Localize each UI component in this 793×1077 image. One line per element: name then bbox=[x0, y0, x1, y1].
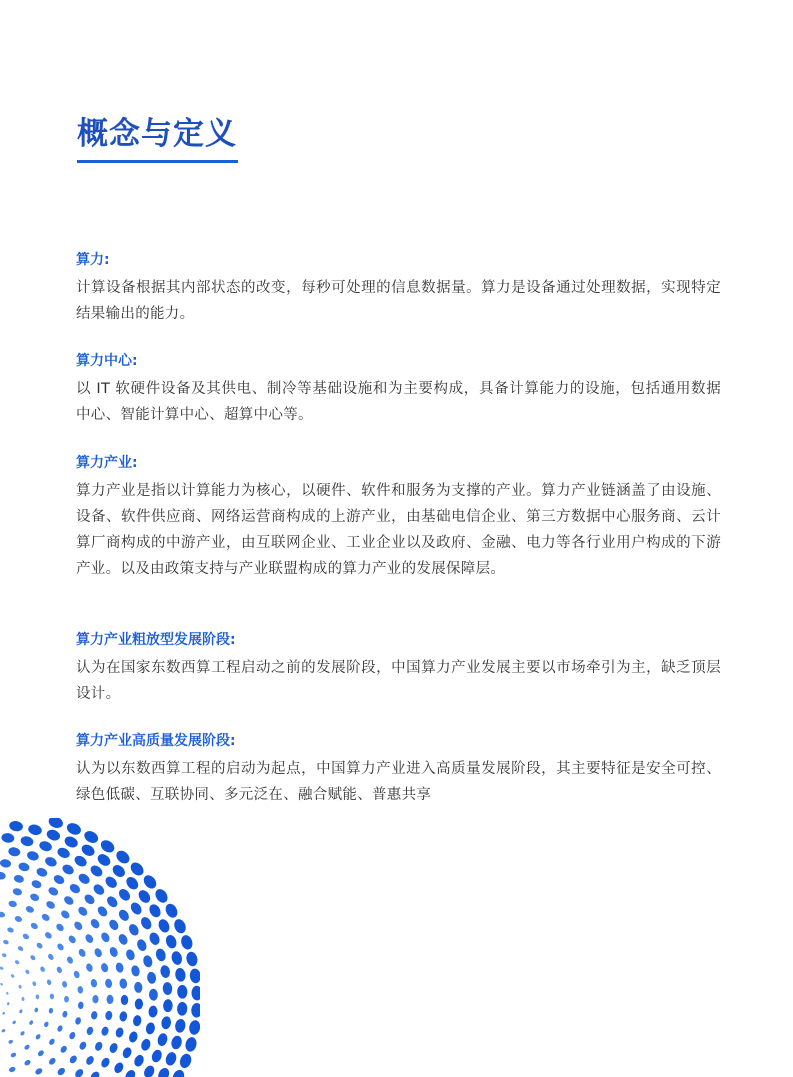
spiral-dot bbox=[178, 1052, 193, 1069]
spiral-dot bbox=[90, 979, 98, 988]
spiral-dot bbox=[38, 840, 53, 853]
spiral-dot bbox=[129, 901, 144, 917]
spiral-dot bbox=[89, 863, 105, 878]
spiral-dot bbox=[30, 922, 39, 931]
spiral-dot bbox=[92, 995, 98, 1003]
spiral-dot bbox=[77, 948, 86, 958]
spiral-dot bbox=[80, 842, 97, 858]
spiral-dot bbox=[56, 1066, 66, 1076]
spiral-dot bbox=[114, 848, 132, 866]
spiral-dot bbox=[96, 905, 109, 919]
definition-text: 计算设备根据其内部状态的改变，每秒可处理的信息数据量。算力是设备通过处理数据，实现特定结果输出的能力。 bbox=[76, 280, 721, 322]
spiral-dot bbox=[115, 962, 125, 974]
spiral-dot bbox=[65, 821, 83, 837]
spiral-dot bbox=[17, 945, 24, 952]
spiral-dot bbox=[32, 981, 37, 987]
spiral-dot bbox=[145, 1022, 156, 1035]
spiral-dot bbox=[170, 950, 183, 966]
spiral-dot bbox=[36, 942, 44, 950]
spiral-dot bbox=[85, 1055, 96, 1067]
spiral-dot bbox=[68, 1054, 78, 1064]
spiral-dot bbox=[132, 1015, 142, 1027]
spiral-dot bbox=[136, 938, 149, 952]
spiral-dot bbox=[0, 966, 4, 970]
definition-text: 认为在国家东数西算工程启动之前的发展阶段，中国算力产业发展主要以市场牵引为主，缺乏顶层设计。 bbox=[76, 660, 721, 702]
spiral-dot bbox=[25, 905, 35, 914]
spiral-dot bbox=[12, 1020, 17, 1025]
spiral-dot bbox=[172, 917, 188, 935]
spiral-dot bbox=[147, 902, 163, 919]
spiral-dot bbox=[117, 933, 129, 947]
term-label: 算力中心: bbox=[76, 353, 138, 369]
spiral-dot bbox=[146, 971, 157, 984]
spiral-dot bbox=[135, 998, 144, 1009]
spiral-dot bbox=[133, 1053, 146, 1068]
spiral-dot bbox=[78, 1001, 84, 1009]
spiral-dot bbox=[63, 834, 80, 849]
spiral-dot bbox=[156, 1032, 168, 1047]
spiral-dot bbox=[56, 942, 65, 951]
spiral-dot bbox=[85, 963, 94, 973]
spiral-dot bbox=[148, 1005, 158, 1018]
spiral-dot bbox=[128, 860, 146, 878]
spiral-dot bbox=[55, 922, 65, 932]
spiral-dot bbox=[100, 931, 112, 944]
term-label: 算力产业高质量发展阶段: bbox=[76, 733, 236, 749]
spiral-dot bbox=[121, 1046, 133, 1059]
spiral-dot bbox=[105, 1010, 113, 1020]
spiral-dot bbox=[107, 995, 114, 1004]
spiral-dot bbox=[75, 1017, 82, 1026]
spiral-dot bbox=[149, 989, 158, 1001]
spiral-dot bbox=[119, 978, 128, 989]
spiral-dot bbox=[170, 1035, 183, 1051]
spiral-dot bbox=[48, 1008, 53, 1014]
spiral-dot bbox=[174, 1018, 186, 1033]
spiral-dot bbox=[21, 997, 24, 1001]
spiral-dot bbox=[62, 894, 75, 906]
spiral-dot bbox=[0, 982, 3, 986]
spiral-dot bbox=[59, 1045, 68, 1054]
spiral-dot bbox=[67, 934, 77, 944]
spiral-dot bbox=[39, 966, 46, 973]
spiral-dot bbox=[191, 1003, 200, 1018]
spiral-dot bbox=[26, 850, 40, 862]
spiral-dot bbox=[52, 873, 66, 886]
spiral-dot bbox=[68, 882, 82, 895]
spiral-dot bbox=[1, 953, 7, 958]
spiral-dot bbox=[148, 931, 162, 946]
page-title: 概念与定义 bbox=[77, 116, 237, 152]
spiral-dot bbox=[161, 1016, 172, 1030]
definition-text: 算力产业是指以计算能力为核心，以硬件、软件和服务为支撑的产业。算力产业链涵盖了由设施、设备、软件供应商、网络运营商构成的上游产业，由基础电信企业、第三方数据中心服务商、云计算厂商构成的中游产业，由互联网企业、工业企业以及政府、金融、电力等各行业用户构成的下游产业。以及由政策支持与产业联盟构成的算力产业的发展保障层。 bbox=[76, 483, 721, 577]
spiral-dot bbox=[123, 1068, 137, 1077]
spiral-dot bbox=[44, 931, 53, 940]
spiral-dot bbox=[40, 912, 50, 922]
spiral-dot bbox=[46, 979, 52, 986]
spiral-dot bbox=[77, 872, 92, 886]
spiral-dot bbox=[191, 986, 200, 1001]
spiral-dot bbox=[47, 886, 60, 898]
spiral-dot bbox=[141, 873, 159, 891]
spiral-dot bbox=[8, 820, 23, 832]
spiral-dot bbox=[174, 967, 186, 982]
dotted-spiral-graphic bbox=[0, 818, 200, 1077]
spiral-dot bbox=[188, 1019, 200, 1035]
spiral-dot bbox=[30, 879, 42, 890]
spiral-dot bbox=[37, 1049, 45, 1057]
spiral-dot bbox=[8, 1039, 14, 1045]
spiral-dot bbox=[74, 1068, 85, 1077]
definition-section-computing-center bbox=[76, 350, 721, 428]
spiral-dot bbox=[18, 984, 22, 989]
spiral-dot bbox=[130, 965, 140, 978]
spiral-dot bbox=[45, 900, 57, 911]
spiral-dot bbox=[164, 934, 178, 950]
spiral-dot bbox=[177, 985, 188, 999]
spiral-dot bbox=[124, 875, 141, 892]
spiral-dot bbox=[23, 1059, 31, 1067]
spiral-dot bbox=[50, 993, 55, 999]
spiral-dot bbox=[110, 863, 127, 880]
spiral-dot bbox=[14, 959, 20, 965]
definition-text: 认为以东数西算工程的启动为起点，中国算力产业进入高质量发展阶段，其主要特征是安全可控、绿色低碳、互联协同、多元泛在、融合赋能、普惠共享 bbox=[76, 761, 721, 803]
spiral-dot bbox=[94, 1041, 104, 1052]
spiral-dot bbox=[35, 994, 39, 999]
spiral-dot bbox=[92, 882, 107, 897]
spiral-dot bbox=[84, 933, 95, 945]
spiral-dot bbox=[66, 955, 74, 964]
spiral-dot bbox=[86, 1026, 95, 1036]
spiral-dot bbox=[100, 1026, 109, 1037]
spiral-dot bbox=[14, 915, 23, 923]
spiral-dot bbox=[185, 951, 199, 968]
spiral-dot bbox=[35, 1033, 42, 1040]
term-label: 算力产业粗放型发展阶段: bbox=[76, 632, 236, 648]
spiral-dot bbox=[154, 947, 167, 962]
spiral-dot bbox=[119, 1011, 128, 1022]
spiral-dot bbox=[68, 1031, 76, 1040]
spiral-dot bbox=[43, 1021, 49, 1028]
spiral-dot bbox=[25, 969, 31, 975]
spiral-dot bbox=[47, 953, 55, 961]
spiral-dot bbox=[45, 828, 61, 842]
spiral-dot bbox=[62, 981, 68, 989]
spiral-dot bbox=[113, 1061, 126, 1075]
spiral-dot bbox=[8, 846, 21, 857]
spiral-dot bbox=[73, 920, 84, 932]
spiral-dot bbox=[83, 893, 97, 907]
spiral-dot bbox=[184, 1036, 198, 1053]
spiral-dot bbox=[10, 1052, 17, 1058]
spiral-dot bbox=[134, 982, 143, 994]
spiral-dot bbox=[164, 1051, 178, 1067]
spiral-dot bbox=[156, 1066, 171, 1077]
spiral-dot bbox=[34, 1067, 43, 1076]
spiral-dot bbox=[20, 1030, 26, 1036]
spiral-dot bbox=[10, 974, 15, 979]
spiral-dot bbox=[89, 917, 101, 930]
spiral-dot bbox=[100, 962, 109, 973]
spiral-dot bbox=[56, 966, 63, 974]
spiral-dot bbox=[13, 874, 25, 884]
spiral-dot bbox=[170, 1068, 186, 1077]
spiral-dot bbox=[2, 939, 9, 945]
spiral-dot bbox=[60, 909, 72, 920]
spiral-dot bbox=[7, 1002, 10, 1005]
spiral-dot bbox=[128, 1031, 139, 1044]
spiral-dot bbox=[117, 887, 133, 903]
spiral-dot bbox=[139, 915, 153, 931]
spiral-dot bbox=[95, 852, 112, 868]
spiral-dot bbox=[140, 1038, 152, 1052]
spiral-dot bbox=[136, 888, 152, 905]
spiral-dot bbox=[156, 918, 171, 935]
spiral-dot bbox=[56, 1025, 63, 1033]
spiral-dot bbox=[162, 982, 172, 995]
definition-text: 以 IT 软硬件设备及其供电、制冷等基础设施和为主要构成，具备计算能力的设施，包括通用数据中心、智能计算中心、超算中心等。 bbox=[76, 381, 721, 423]
spiral-dot bbox=[64, 996, 69, 1003]
spiral-dot bbox=[163, 902, 179, 920]
spiral-dot bbox=[2, 1011, 6, 1015]
spiral-dot bbox=[82, 829, 100, 846]
definition-section-extensive-stage bbox=[76, 629, 721, 707]
spiral-dot bbox=[19, 1009, 23, 1014]
spiral-dot bbox=[153, 887, 170, 905]
spiral-dot bbox=[108, 1042, 119, 1054]
spiral-dot bbox=[27, 823, 43, 836]
spiral-dot bbox=[179, 934, 194, 951]
spiral-dot bbox=[62, 1010, 68, 1017]
definition-section-computing-industry bbox=[76, 452, 721, 582]
spiral-dot bbox=[73, 854, 89, 869]
spiral-dot bbox=[34, 1007, 38, 1012]
spiral-dot bbox=[12, 887, 23, 896]
spiral-dot bbox=[56, 846, 72, 860]
definition-section-high-quality-stage bbox=[76, 730, 721, 808]
spiral-dot bbox=[47, 818, 64, 830]
spiral-dot bbox=[0, 859, 12, 869]
term-label: 算力产业: bbox=[76, 455, 138, 471]
spiral-dot bbox=[35, 866, 48, 878]
spiral-dot bbox=[93, 947, 103, 958]
spiral-dot bbox=[20, 835, 35, 847]
spiral-dot bbox=[108, 946, 119, 958]
spiral-dot bbox=[18, 861, 31, 872]
spiral-dot bbox=[105, 894, 120, 909]
spiral-dot bbox=[100, 1056, 112, 1069]
spiral-dot bbox=[22, 933, 30, 941]
spiral-dot bbox=[90, 1011, 97, 1020]
spiral-dot bbox=[142, 954, 154, 968]
spiral-dot bbox=[7, 927, 15, 934]
spiral-dot bbox=[117, 908, 131, 923]
spiral-dot bbox=[1, 832, 15, 843]
spiral-dot bbox=[29, 954, 36, 961]
spiral-dot bbox=[1, 1028, 6, 1033]
spiral-dot bbox=[61, 863, 76, 877]
spiral-dot bbox=[177, 1002, 188, 1016]
spiral-dot bbox=[127, 922, 140, 937]
spiral-dot bbox=[159, 964, 171, 978]
spiral-dot bbox=[121, 995, 129, 1005]
spiral-dot bbox=[48, 1057, 57, 1066]
spiral-dot bbox=[8, 900, 18, 908]
spiral-dot bbox=[28, 1020, 33, 1026]
spiral-dot bbox=[142, 1064, 156, 1077]
title-underline bbox=[77, 160, 238, 163]
spiral-dot bbox=[23, 1044, 30, 1051]
spiral-dot bbox=[0, 871, 6, 880]
spiral-dot bbox=[0, 911, 6, 918]
spiral-dot bbox=[107, 918, 120, 932]
spiral-dot bbox=[150, 1048, 163, 1063]
spiral-dot bbox=[89, 1070, 101, 1077]
spiral-dot bbox=[189, 968, 200, 984]
spiral-dot bbox=[6, 992, 9, 996]
spiral-dot bbox=[125, 948, 136, 961]
spiral-dot bbox=[48, 1038, 56, 1046]
term-label: 算力: bbox=[76, 252, 110, 268]
spiral-dot bbox=[78, 1041, 87, 1051]
spiral-dot bbox=[103, 874, 119, 890]
definition-section-computing-power bbox=[76, 249, 721, 327]
spiral-dot bbox=[115, 1027, 125, 1039]
spiral-dot bbox=[77, 905, 90, 918]
spiral-dot bbox=[73, 970, 81, 979]
spiral-dot bbox=[163, 999, 173, 1012]
spiral-dot bbox=[29, 892, 40, 902]
spiral-dot bbox=[8, 1066, 16, 1073]
spiral-dot bbox=[98, 838, 116, 855]
spiral-dot bbox=[44, 855, 59, 868]
spiral-dot bbox=[105, 978, 113, 988]
spiral-dot bbox=[77, 986, 83, 994]
